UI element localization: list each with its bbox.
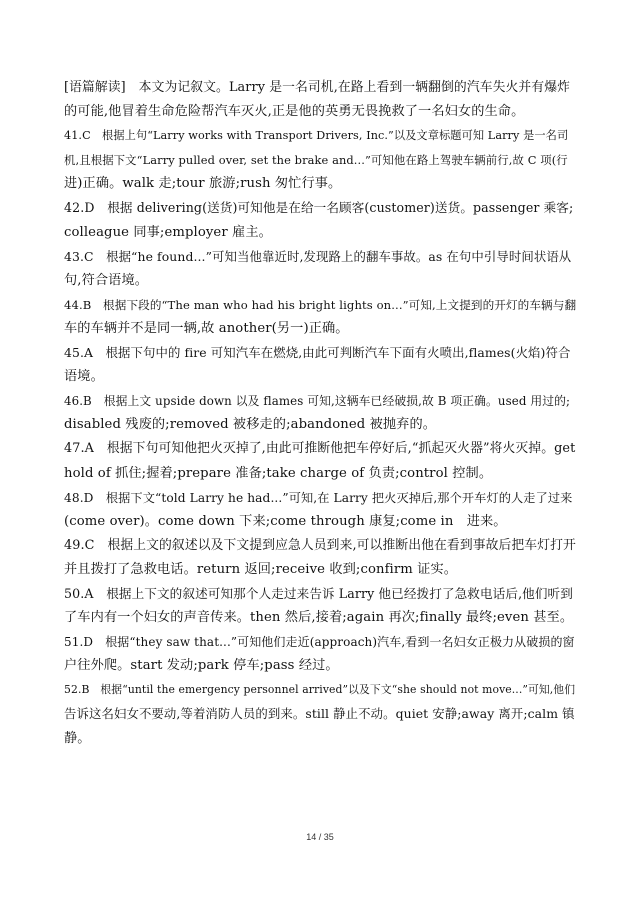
text-line: 48.D 根据下文“told Larry he had...”可知,在 Larry 把火灭掉后,那个开车灯的人走了过来 bbox=[64, 490, 573, 505]
text-line: [语篇解读] 本文为记叙文。Larry 是一名司机,在路上看到一辆翻倒的汽车失火并有爆炸 bbox=[64, 80, 571, 95]
text-line: 的可能,他冒着生命危险帮汽车灭火,正是他的英勇无畏挽救了一名妇女的生命。 bbox=[64, 104, 525, 120]
text-line: colleague 同事;employer 雇主。 bbox=[64, 224, 272, 240]
text-line: 43.C 根据“he found...”可知当他靠近时,发现路上的翻车事故。as 在句中引导时间状语从 bbox=[64, 248, 572, 264]
text-line: 41.C 根据上句“Larry works with Transport Drivers, Inc.”以及文章标题可知 Larry 是一名司 bbox=[64, 129, 569, 143]
text-line: 50.A 根据上下文的叙述可知那个人走过来告诉 Larry 他已经拨打了急救电话后,他们听到 bbox=[64, 585, 573, 601]
text-line: 语境。 bbox=[64, 369, 104, 385]
text-line: 进)正确。walk 走;tour 旅游;rush 匆忙行事。 bbox=[64, 176, 342, 192]
text-line: 47.A 根据下句可知他把火灭掉了,由此可推断他把车停好后,“抓起灭火器”将火灭掉。get bbox=[64, 441, 576, 457]
text-line: 车的车辆并不是同一辆,故 another(另一)正确。 bbox=[64, 320, 349, 336]
text-line: 46.B 根据上文 upside down 以及 flames 可知,这辆车已经破损,故 B 项正确。used 用过的; bbox=[64, 394, 571, 409]
text-line: (come over)。come down 下来;come through 康复;come in 进来。 bbox=[64, 513, 507, 529]
text-line: disabled 残废的;removed 被移走的;abandoned 被抛弃的。 bbox=[64, 417, 437, 433]
page-number: 14 / 35 bbox=[306, 832, 334, 842]
text-line: 45.A 根据下句中的 fire 可知汽车在燃烧,由此可判断汽车下面有火喷出,flames(火焰)符合 bbox=[64, 345, 571, 361]
text-line: 告诉这名妇女不要动,等着消防人员的到来。still 静止不动。quiet 安静;away 离开;calm 镇 bbox=[64, 706, 575, 722]
text-line: 并且拨打了急救电话。return 返回;receive 收到;confirm 证实。 bbox=[64, 561, 458, 577]
text-line: 静。 bbox=[64, 730, 91, 746]
text-line: 机,且根据下文“Larry pulled over, set the brake and...”可知他在路上驾驶车辆前行,故 C 项(行 bbox=[64, 153, 568, 168]
text-line: 户往外爬。start 发动;park 停车;pass 经过。 bbox=[64, 658, 339, 674]
text-line: 44.B 根据下段的“The man who had his bright lights on...”可知,上文提到的开灯的车辆与翻 bbox=[64, 297, 577, 312]
text-line: 49.C 根据上文的叙述以及下文提到应急人员到来,可以推断出他在看到事故后把车灯打开 bbox=[64, 537, 576, 553]
text-line: 42.D 根据 delivering(送货)可知他是在给一名顾客(customer)送货。passenger 乘客; bbox=[64, 200, 574, 216]
text-line: 52.B 根据“until the emergency personnel arrived”以及下文“she should not move...”可知,他们 bbox=[64, 683, 576, 697]
text-line: 51.D 根据“they saw that...”可知他们走近(approach)汽车,看到一名妇女正极力从破损的窗 bbox=[64, 635, 575, 650]
text-line: 句,符合语境。 bbox=[64, 272, 149, 288]
text-line: hold of 抓住;握着;prepare 准备;take charge of 负责;control 控制。 bbox=[64, 465, 493, 481]
answer-explanations bbox=[64, 76, 576, 751]
text-line: 了车内有一个妇女的声音传来。then 然后,接着;again 再次;finally 最终;even 甚至。 bbox=[64, 610, 574, 626]
